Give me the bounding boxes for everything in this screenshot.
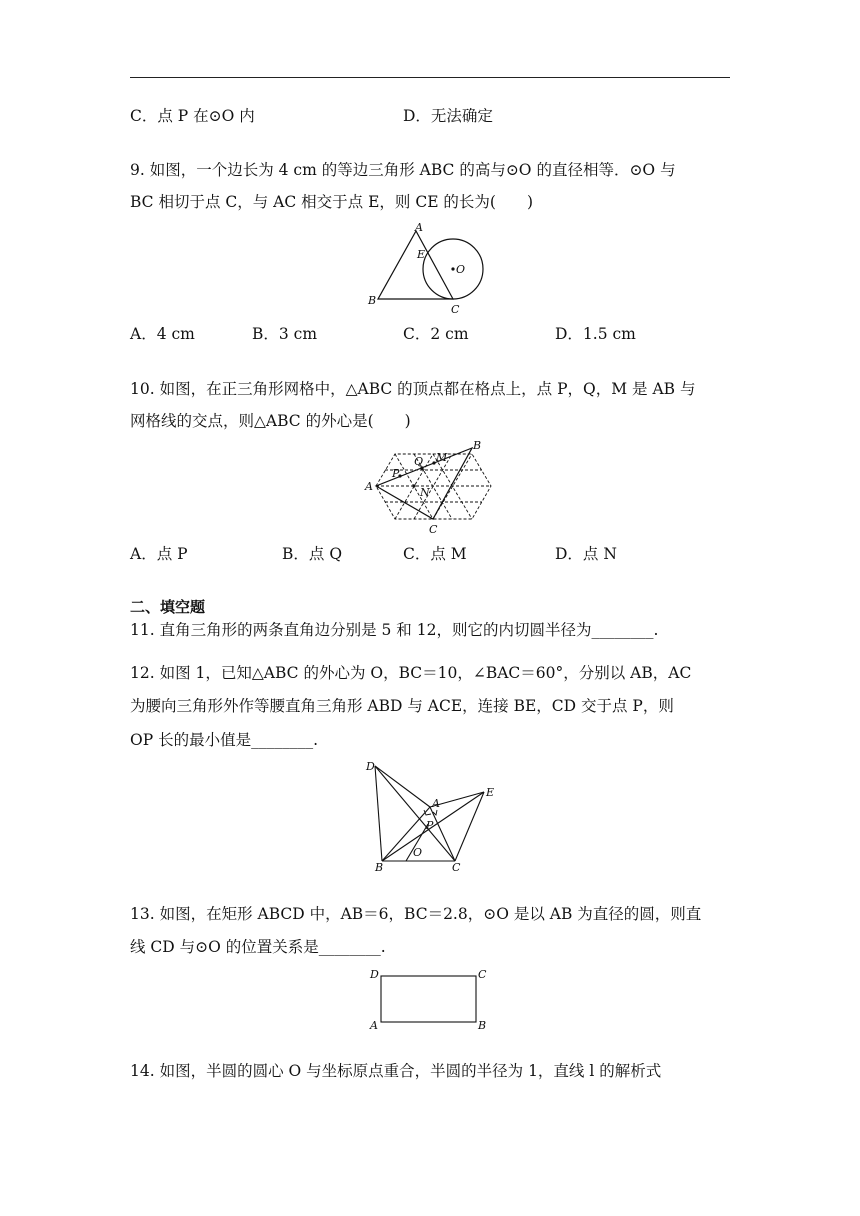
q10-label-n: N: [420, 486, 430, 499]
q8-option-c: C．点 P 在⊙O 内: [130, 107, 255, 125]
q12-label-e: E: [486, 786, 495, 799]
q9-label-b: B: [368, 294, 377, 307]
q12-label-d: D: [366, 760, 375, 773]
q10-label-p: P: [392, 467, 400, 480]
q14-text-line1: 14. 如图，半圆的圆心 O 与坐标原点重合，半圆的半径为 1，直线 l 的解析式: [130, 1062, 662, 1080]
q10-label-m: M: [436, 451, 448, 464]
q12-label-c: C: [452, 861, 461, 874]
q12-label-b: B: [375, 861, 384, 874]
q13-label-d: D: [370, 968, 379, 981]
q12-label-p: P: [426, 819, 434, 832]
q10-label-a: A: [365, 480, 373, 493]
q9-label-e: E: [417, 248, 426, 261]
q10-option-d: D．点 N: [555, 545, 617, 563]
section-title: 二、填空题: [130, 598, 206, 616]
q9-label-a: A: [415, 222, 423, 234]
q13-label-a: A: [370, 1019, 378, 1032]
q10-text-line2: 网格线的交点，则△ABC 的外心是( ): [130, 412, 411, 430]
q10-triangle: [376, 448, 472, 519]
q12-label-o: O: [413, 846, 423, 859]
header-rule: [130, 77, 730, 78]
q9-center-point: [451, 267, 454, 270]
q10-label-b: B: [473, 440, 482, 452]
q12-text-line3: OP 长的最小值是________.: [130, 731, 318, 749]
q12-text-line2: 为腰向三角形外作等腰直角三角形 ABD 与 ACE，连接 BE，CD 交于点 P，则: [130, 697, 674, 715]
q9-label-o: O: [456, 263, 466, 276]
q13-rectangle: [381, 976, 476, 1022]
q13-text-line2: 线 CD 与⊙O 的位置关系是________.: [130, 938, 386, 956]
q10-figure: [362, 440, 502, 536]
q9-option-a: A．4 cm: [130, 325, 195, 343]
q9-option-d: D．1.5 cm: [555, 325, 636, 343]
q8-option-d: D．无法确定: [403, 107, 493, 125]
q9-figure: [365, 222, 495, 317]
q10-option-b: B．点 Q: [282, 545, 343, 563]
q9-text-line1: 9. 如图，一个边长为 4 cm 的等边三角形 ABC 的高与⊙O 的直径相等．⊙O 与: [130, 161, 676, 179]
q12-text-line1: 12. 如图 1，已知△ABC 的外心为 O，BC＝10，∠BAC＝60°，分别以 AB，AC: [130, 664, 692, 682]
q9-text-line2: BC 相切于点 C，与 AC 相交于点 E，则 CE 的长为( ): [130, 193, 534, 211]
q13-label-b: B: [478, 1019, 487, 1032]
q10-point-n: [412, 484, 415, 487]
q13-text-line1: 13. 如图，在矩形 ABCD 中，AB＝6，BC＝2.8，⊙O 是以 AB 为直径的圆，则直: [130, 905, 702, 923]
q10-label-c: C: [429, 523, 438, 536]
q10-option-a: A．点 P: [130, 545, 188, 563]
q9-option-b: B．3 cm: [252, 325, 318, 343]
q9-label-c: C: [451, 303, 460, 316]
q10-label-q: Q: [414, 455, 424, 468]
q12-label-a: A: [432, 797, 440, 810]
q11-text-line1: 11. 直角三角形的两条直角边分别是 5 和 12，则它的内切圆半径为________.: [130, 621, 659, 639]
q12-figure: [360, 757, 505, 879]
q13-label-c: C: [478, 968, 487, 981]
q10-text-line1: 10. 如图，在正三角形网格中，△ABC 的顶点都在格点上，点 P，Q，M 是 AB 与: [130, 380, 696, 398]
q10-option-c: C．点 M: [403, 545, 467, 563]
q13-figure: [365, 964, 495, 1034]
q9-option-c: C．2 cm: [403, 325, 469, 343]
q12-segment-db: [375, 766, 382, 861]
